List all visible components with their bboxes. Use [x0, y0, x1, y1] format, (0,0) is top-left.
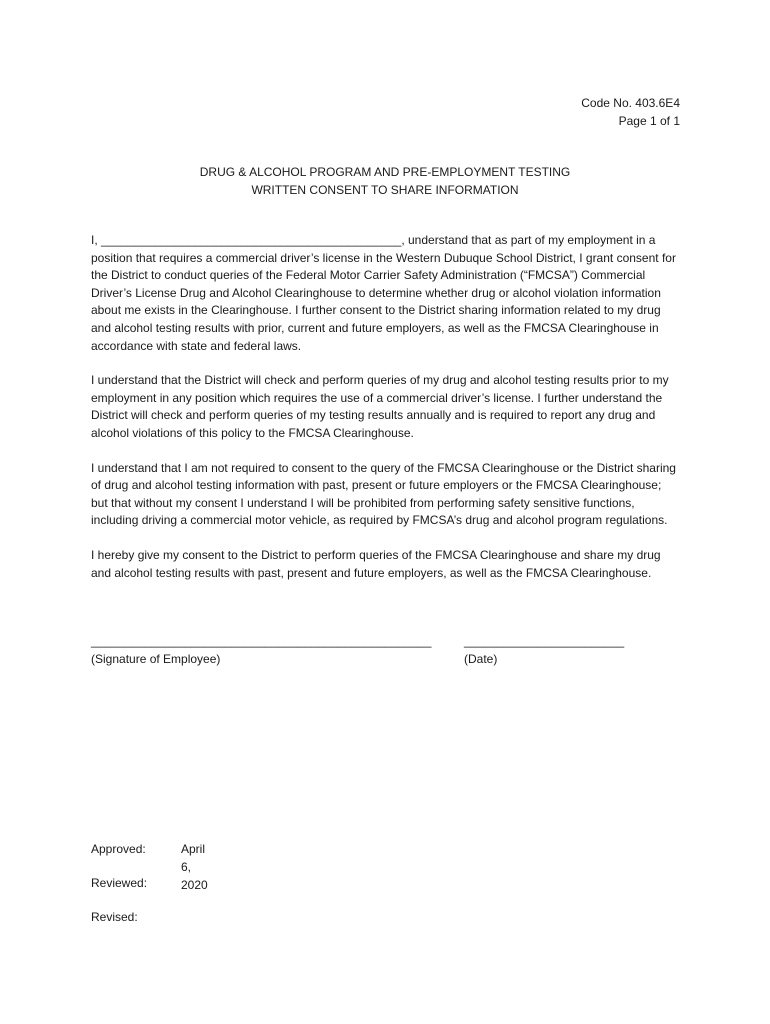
approved-date: April 6, 2020: [181, 842, 208, 892]
reviewed-label: Reviewed:: [91, 876, 148, 890]
employee-signature-label: (Signature of Employee): [91, 652, 221, 666]
document-title: [0, 163, 770, 199]
paragraph-voluntary-notice: I understand that I am not required to consent to the query of the FMCSA Clearinghouse or the District sharing of drug and alcohol testing information with past, present or future employers or the FMCSA Clearinghouse; but that without my consent I understand I will be prohibited from performing safety sensitive functions, including driving a commercial motor vehicle, as required by FMCSA’s drug and alcohol program regulations.: [91, 460, 676, 528]
paragraph-consent-intro: I, _____________________________________________, understand that as part of my employment in a position that requires a commercial driver’s license in the Western Dubuque School District, I grant consent for the District to conduct queries of the Federal Motor Carrier Safety Administration (“FMCSA”) Commercial Driver’s License Drug and Alcohol Clearinghouse to determine whether drug or alcohol violation information about me exists in the Clearinghouse. I further consent to the District sharing information related to my drug and alcohol testing results with prior, current and future employers, as well as the FMCSA Clearinghouse in accordance with state and federal laws.: [91, 233, 676, 353]
signature-section: [91, 632, 681, 672]
paragraph-consent-grant: I hereby give my consent to the District to perform queries of the FMCSA Clearinghouse and share my drug and alcohol testing results with past, present and future employers, as well as the FMCSA Clearinghouse.: [91, 547, 661, 580]
title-line-1: DRUG & ALCOHOL PROGRAM AND PRE-EMPLOYMENT TESTING: [199, 165, 571, 179]
revised-label: Revised:: [91, 910, 138, 924]
approved-label: Approved:: [91, 842, 146, 856]
code-number: Code No. 403.6E4: [581, 96, 680, 110]
date-block: [464, 632, 624, 668]
employee-signature-line: ___________________________________________________: [91, 634, 432, 648]
paragraph-query-notice: I understand that the District will check and perform queries of my drug and alcohol testing results prior to my employment in any position which requires the use of a commercial driver’s license. I further understand the District will check and perform queries of my testing results annually and is required to report any drug and alcohol violations of this policy to the FMCSA Clearinghouse.: [91, 373, 669, 440]
title-line-2: WRITTEN CONSENT TO SHARE INFORMATION: [251, 183, 519, 197]
date-label: (Date): [464, 652, 498, 666]
document-header: [581, 94, 680, 130]
employee-signature-block: [91, 632, 431, 668]
date-line: ________________________: [464, 634, 625, 648]
page-number: Page 1 of 1: [618, 114, 680, 128]
document-body: [91, 232, 681, 599]
